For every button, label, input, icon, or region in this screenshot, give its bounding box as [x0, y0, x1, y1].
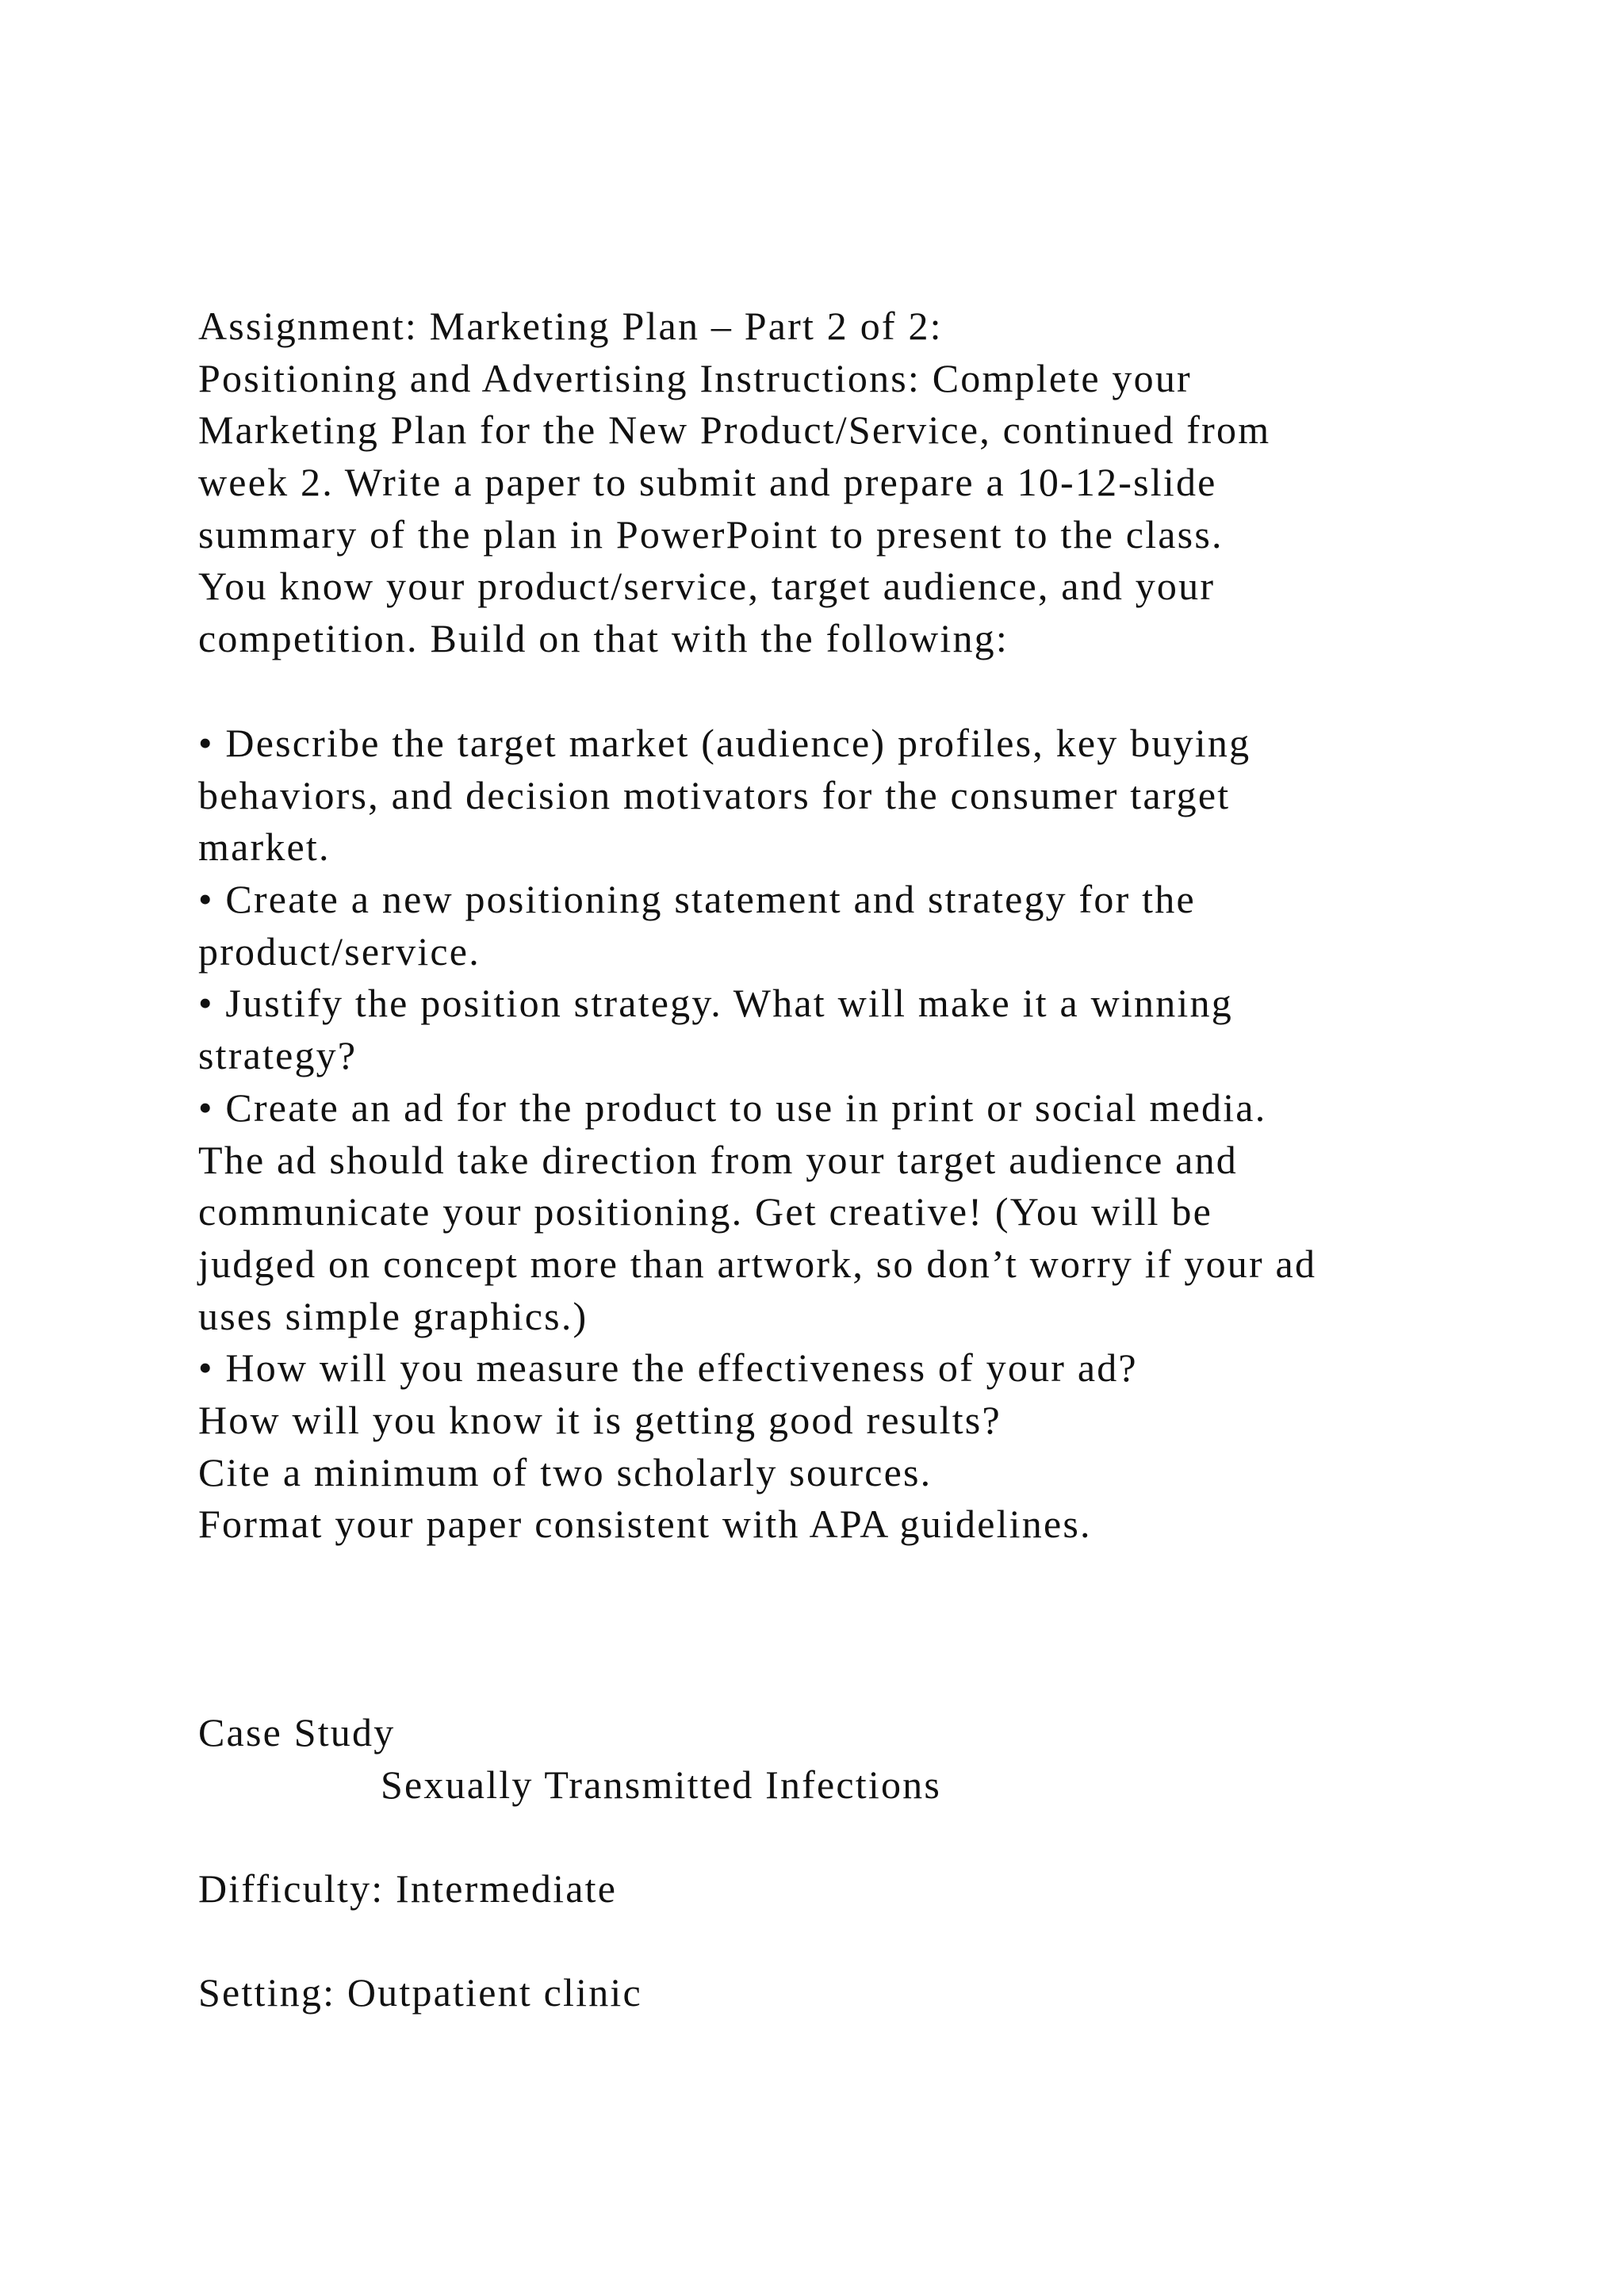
bullet-line: • Create an ad for the product to use in print or social media. — [198, 1085, 1267, 1130]
text-line: Positioning and Advertising Instructions: Complete your — [198, 355, 1192, 400]
bullet-line: • Justify the position strategy. What will make it a winning — [198, 981, 1233, 1026]
text-line: How will you know it is getting good results? — [198, 1397, 1002, 1442]
case-study-setting: Setting: Outpatient clinic — [198, 1970, 642, 2015]
text-line: competition. Build on that with the following: — [198, 616, 1009, 661]
case-study-header — [198, 1707, 1467, 1811]
bullet-line: • How will you measure the effectiveness of your ad? — [198, 1345, 1138, 1391]
text-line: You know your product/service, target audience, and your — [198, 564, 1216, 609]
text-line: communicate your positioning. Get creative! (You will be — [198, 1189, 1212, 1234]
text-line: The ad should take direction from your target audience and — [198, 1137, 1238, 1182]
case-study-heading: Case Study — [198, 1710, 396, 1755]
bullet-line: • Create a new positioning statement and strategy for the — [198, 877, 1196, 922]
text-line: uses simple graphics.) — [198, 1293, 588, 1338]
text-line: Marketing Plan for the New Product/Service, continued from — [198, 408, 1271, 453]
case-study-difficulty: Difficulty: Intermediate — [198, 1866, 618, 1911]
text-line: Cite a minimum of two scholarly sources. — [198, 1449, 933, 1494]
text-line: strategy? — [198, 1033, 358, 1078]
assignment-instructions — [198, 300, 1467, 665]
text-line: week 2. Write a paper to submit and prepare a 10-12-slide — [198, 460, 1217, 505]
text-line: behaviors, and decision motivators for the consumer target — [198, 772, 1231, 817]
text-line: judged on concept more than artwork, so don’t worry if your ad — [198, 1241, 1317, 1286]
assignment-title-line: Assignment: Marketing Plan – Part 2 of 2: — [198, 304, 943, 348]
case-study-difficulty-block — [198, 1863, 1467, 1915]
text-line: market. — [198, 825, 331, 870]
bullet-line: • Describe the target market (audience) profiles, key buying — [198, 721, 1251, 765]
text-line: summary of the plan in PowerPoint to present to the class. — [198, 511, 1224, 557]
case-study-title: Sexually Transmitted Infections — [381, 1762, 942, 1807]
text-line: Format your paper consistent with APA guidelines. — [198, 1502, 1092, 1547]
assignment-bullet-list — [198, 718, 1467, 1551]
case-study-setting-block — [198, 1967, 1467, 2019]
text-line: product/service. — [198, 928, 481, 974]
